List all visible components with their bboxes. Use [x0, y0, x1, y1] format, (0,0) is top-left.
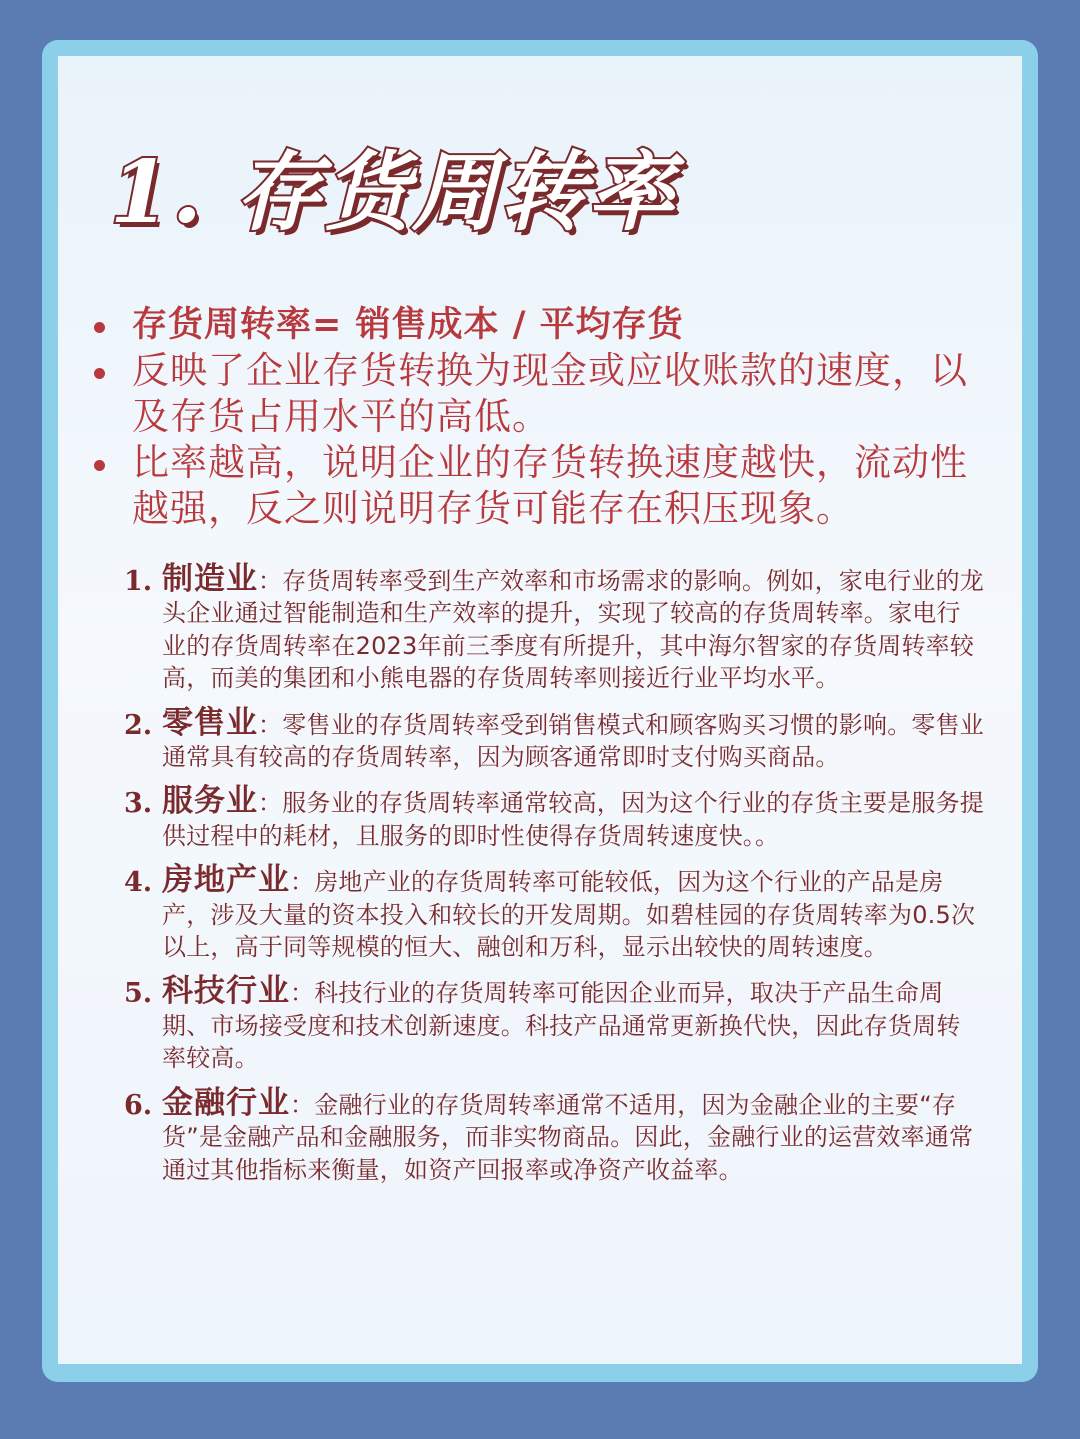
industry-name: 制造业: [162, 561, 258, 597]
bullet-item-formula: [92, 302, 992, 348]
item-number: 5.: [124, 978, 153, 1010]
separator: ：: [258, 567, 283, 595]
industry-description: 金融行业的存货周转率通常不适用，因为金融企业的主要“存货”是金融产品和金融服务，而非实物商品。因此，金融行业的运营效率通常通过其他指标来衡量，如资产回报率或净资产收益率。: [162, 1090, 974, 1184]
industry-item-retail: [124, 704, 985, 774]
industry-name: 金融行业: [162, 1084, 290, 1121]
industry-name: 科技行业: [162, 973, 290, 1010]
industry-item-finance: [124, 1084, 984, 1186]
industry-description: 科技行业的存货周转率可能因企业而异，取决于产品生命周期、市场接受度和技术创新速度。科技产品通常更新换代快，因此存货周转率较高。: [162, 979, 961, 1073]
bullet-item-interpretation: [92, 440, 992, 532]
item-number: 4.: [124, 867, 153, 899]
industry-item-manufacturing: [124, 563, 984, 695]
industry-item-real-estate: [124, 864, 984, 963]
industry-description: 存货周转率受到生产效率和市场需求的影响。例如，家电行业的龙头企业通过智能制造和生产效率的提升，实现了较高的存货周转率。家电行业的存货周转率在2023年前三季度有所提升，其中海尔智家的存货周转率较高，而美的集团和小熊电器的存货周转率则接近行业平均水平。: [162, 567, 985, 693]
industry-name: 零售业: [162, 704, 258, 741]
bullet-dot-icon: [94, 322, 105, 333]
industry-description: 房地产业的存货周转率可能较低，因为这个行业的产品是房产，涉及大量的资本投入和较长的开发周期。如碧桂园的存货周转率为0.5次以上，高于同等规模的恒大、融创和万科，显示出较快的周转速度。: [162, 868, 976, 962]
bullet-dot-icon: [94, 460, 105, 471]
separator: ：: [290, 1090, 315, 1119]
bullet-item-meaning: [92, 348, 992, 440]
separator: ：: [258, 710, 283, 739]
page-title: 1. 存货周转率: [110, 142, 676, 243]
bullet-text: 存货周转率= 销售成本 / 平均存货: [132, 305, 684, 345]
industry-name: 服务业: [162, 783, 258, 820]
separator: ：: [290, 979, 315, 1008]
bullet-text: 比率越高，说明企业的存货转换速度越快，流动性越强，反之则说明存货可能存在积压现象。: [132, 441, 968, 530]
industry-name: 房地产业: [162, 862, 290, 899]
separator: ：: [290, 868, 315, 897]
item-number: 1.: [124, 566, 153, 597]
bullet-text: 反映了企业存货转换为现金或应收账款的速度，以及存货占用水平的高低。: [132, 349, 968, 438]
industry-item-services: [124, 785, 984, 852]
industry-description: 服务业的存货周转率通常较高，因为这个行业的存货主要是服务提供过程中的耗材，且服务的即时性使得存货周转速度快。。: [162, 789, 985, 850]
industry-item-technology: [124, 975, 984, 1074]
industry-list: [124, 563, 984, 1198]
item-number: 3.: [124, 788, 153, 820]
separator: ：: [258, 789, 283, 818]
definition-list: [92, 302, 992, 532]
item-number: 2.: [124, 709, 153, 741]
item-number: 6.: [124, 1089, 153, 1121]
bullet-dot-icon: [94, 368, 105, 379]
industry-description: 零售业的存货周转率受到销售模式和顾客购买习惯的影响。零售业通常具有较高的存货周转率，因为顾客通常即时支付购买商品。: [162, 710, 985, 772]
